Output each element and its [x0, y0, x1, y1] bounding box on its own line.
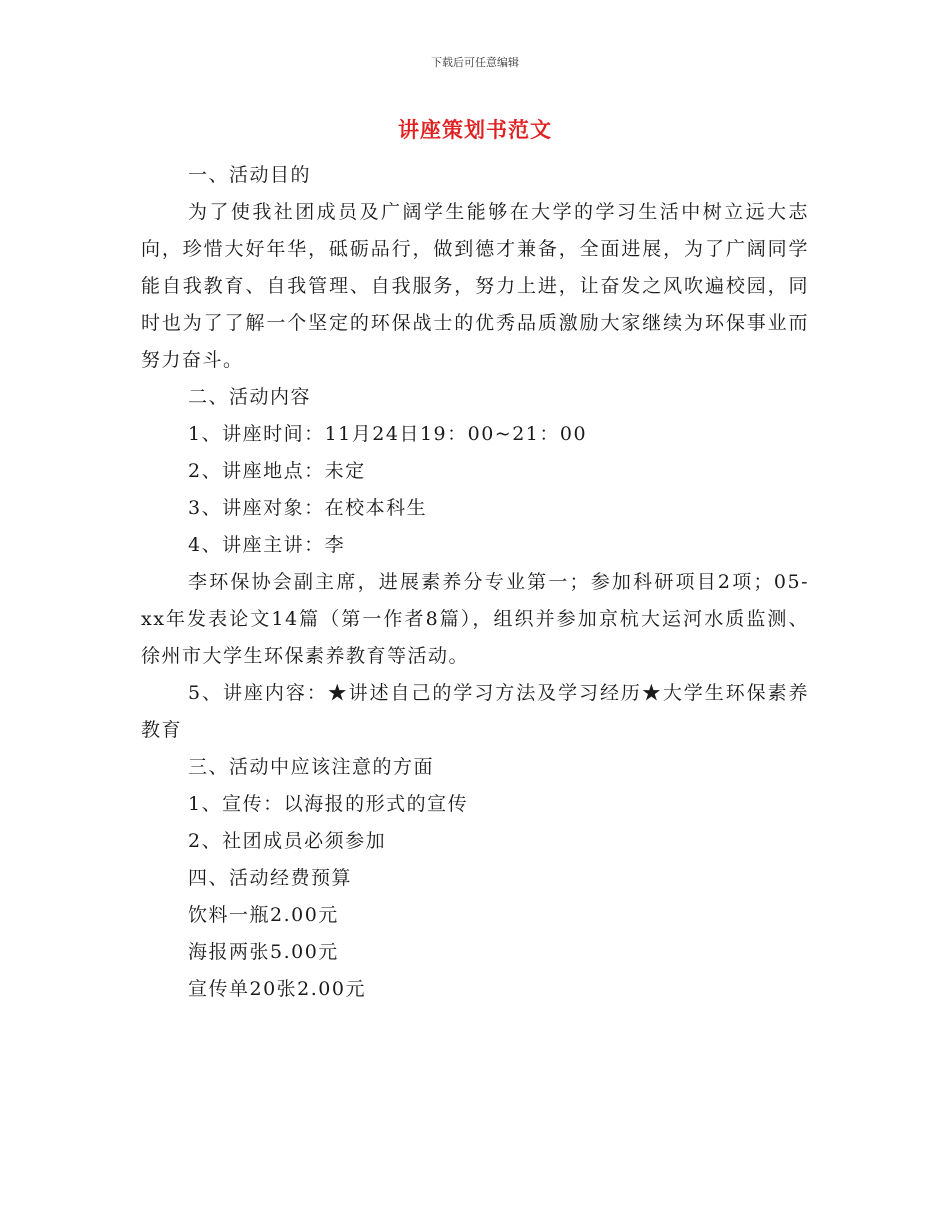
budget-item-posters: 海报两张5.00元 [188, 941, 339, 963]
section-heading-purpose: 一、活动目的 [188, 164, 312, 186]
budget-item-flyers: 宣传单20张2.00元 [188, 978, 366, 1000]
document-body [141, 157, 809, 1008]
list-item-lecture-content: 5、讲座内容：★讲述自己的学习方法及学习经历★大学生环保素养教育 [141, 682, 809, 741]
paragraph-purpose: 为了使我社团成员及广阔学生能够在大学的学习生活中树立远大志向，珍惜大好年华，砥砺品行，做到德才兼备，全面进展，为了广阔同学能自我教育、自我管理、自我服务，努力上进，让奋发之风吹遍校园，同时也为了了解一个坚定的环保战士的优秀品质激励大家继续为环保事业而努力奋斗。 [141, 201, 809, 371]
list-item-attendance: 2、社团成员必须参加 [188, 830, 387, 852]
document-title: 讲座策划书范文 [398, 118, 552, 142]
list-item-location: 2、讲座地点：未定 [188, 460, 366, 482]
list-item-speaker: 4、讲座主讲：李 [188, 534, 346, 556]
list-item-time: 1、讲座时间：11月24日19：00~21：00 [188, 423, 588, 445]
paragraph-speaker-bio: 李环保协会副主席，进展素养分专业第一；参加科研项目2项；05-xx年发表论文14篇（第一作者8篇），组织并参加京杭大运河水质监测、徐州市大学生环保素养教育等活动。 [141, 571, 809, 667]
header-note: 下载后可任意编辑 [431, 56, 519, 69]
list-item-audience: 3、讲座对象：在校本科生 [188, 497, 428, 519]
list-item-publicity: 1、宣传：以海报的形式的宣传 [188, 793, 469, 815]
section-heading-budget: 四、活动经费预算 [188, 867, 353, 889]
budget-item-drinks: 饮料一瓶2.00元 [188, 904, 339, 926]
section-heading-notes: 三、活动中应该注意的方面 [188, 756, 435, 778]
section-heading-content: 二、活动内容 [188, 386, 312, 408]
